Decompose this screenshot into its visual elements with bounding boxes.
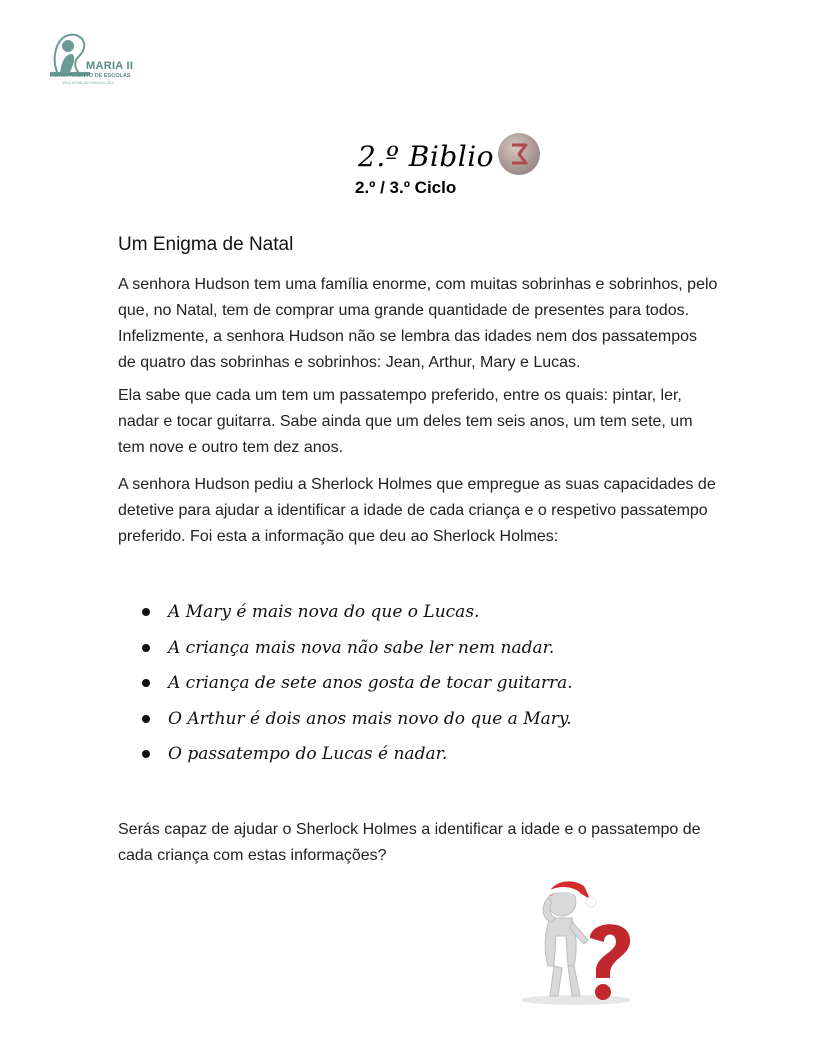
bullet-icon [142,750,150,758]
biblio-badge-icon [498,133,540,175]
logo-location: VILA NOVA DE FAMALICÃO [62,80,114,85]
paragraph-hobbies: Ela sabe que cada um tem um passatempo preferido, entre os quais: pintar, ler, nadar e tocar guitarra. Sabe ainda que um deles tem seis anos, um tem sete, um tem nove e outro tem dez anos. [118,387,693,456]
clue-text: A criança de sete anos gosta de tocar guitarra. [168,673,573,693]
page-header [358,136,540,176]
clue-text: O passatempo do Lucas é nadar. [168,744,448,764]
logo-subtitle: AGRUPAMENTO DE ESCOLAS [50,73,131,79]
list-item [142,666,573,702]
clue-text: A Mary é mais nova do que o Lucas. [168,602,480,622]
list-item [142,631,573,667]
clue-list [142,595,573,773]
page-title: 2.º Biblio [358,139,495,173]
thinking-figure-question-mark-icon [514,876,639,1006]
school-logo [48,32,143,90]
bullet-icon [142,644,150,652]
bullet-icon [142,715,150,723]
paragraph-request: A senhora Hudson pediu a Sherlock Holmes que empregue as suas capacidades de detetive para ajudar a identificar a idade de cada criança e o respetivo passatempo preferido. Foi esta a informação que deu ao Sherlock Holmes: [118,476,716,545]
clue-text: O Arthur é dois anos mais novo do que a Mary. [168,708,572,729]
bullet-icon [142,608,150,616]
clue-text: A criança mais nova não sabe ler nem nadar. [168,637,555,658]
list-item [142,702,573,738]
bullet-icon [142,679,150,687]
page-subtitle: 2.º / 3.º Ciclo [355,178,457,197]
school-logo-icon [50,32,90,76]
section-title: Um Enigma de Natal [118,234,294,255]
logo-name: MARIA II [86,60,134,72]
paragraph-intro: A senhora Hudson tem uma família enorme, com muitas sobrinhas e sobrinhos, pelo que, no Natal, tem de comprar uma grande quantidade de presentes para todos. Infelizmente, a senhora Hudson não se lembra das idades nem dos passatempos de quatro das sobrinhas e sobrinhos: Jean, Arthur, Mary e Lucas. [118,276,718,371]
question-paragraph: Serás capaz de ajudar o Sherlock Holmes a identificar a idade e o passatempo de cada criança com estas informações? [118,821,701,864]
list-item [142,737,573,773]
list-item [142,595,573,631]
